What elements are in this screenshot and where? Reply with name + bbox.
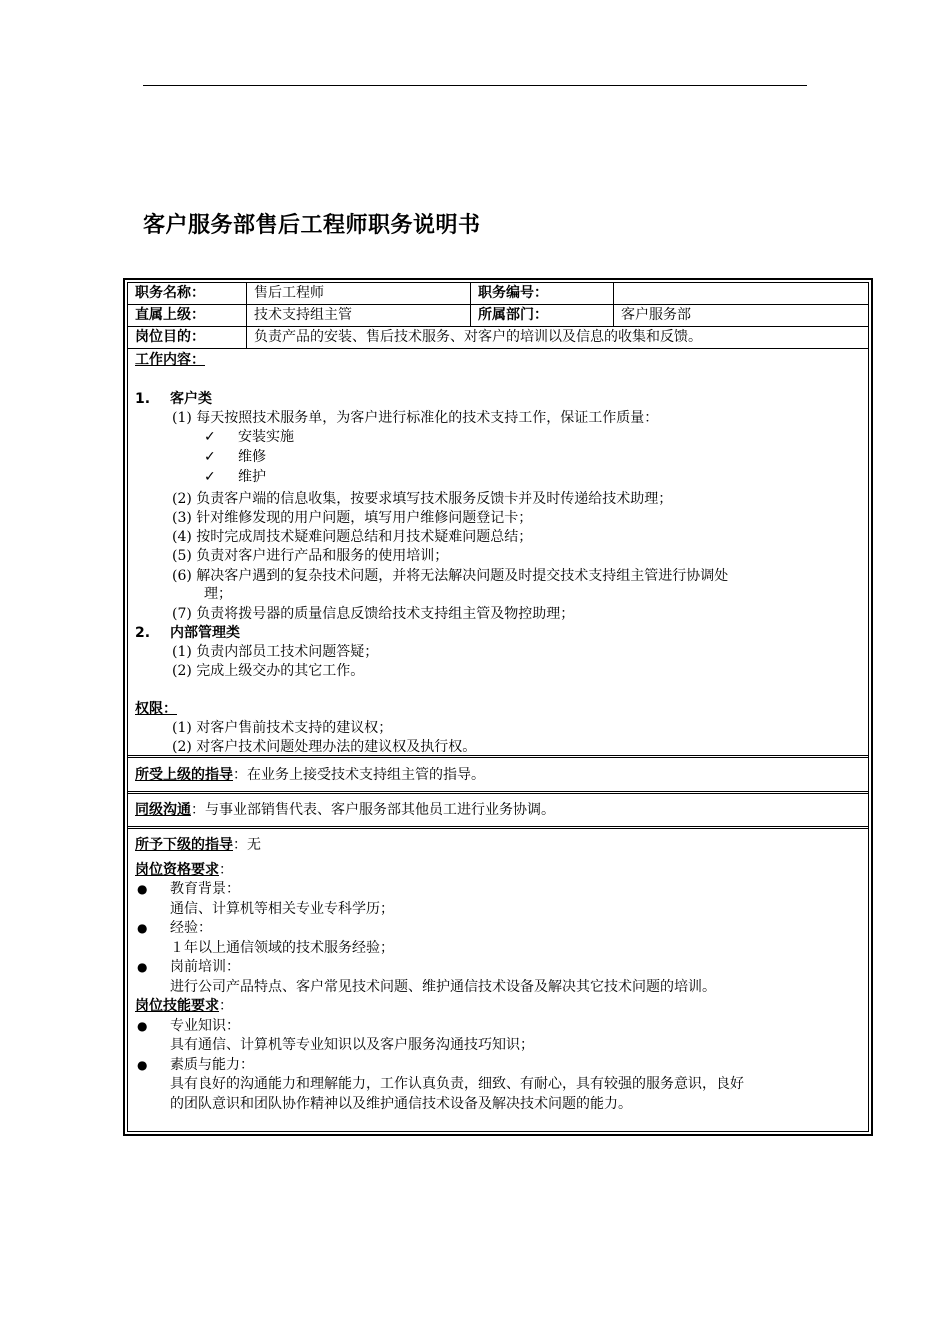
section-2-title: 内部管理类 xyxy=(170,625,240,641)
subordinate-text: ：无 xyxy=(233,837,261,853)
header-rule xyxy=(143,85,807,86)
qual-experience-detail: １年以上通信领域的技术服务经验； xyxy=(170,940,394,956)
qual-education-detail: 通信、计算机等相关专业专科学历； xyxy=(170,901,394,917)
qual-experience-label: 经验： xyxy=(170,920,212,936)
bullet-icon: ● xyxy=(137,1019,148,1033)
purpose-label: 岗位目的： xyxy=(135,329,205,345)
checkmark-icon: ✓ xyxy=(204,469,216,485)
qualification-heading: 岗位资格要求 xyxy=(135,862,219,878)
job-name-label: 职务名称： xyxy=(135,285,205,301)
guidance-text: ：在业务上接受技术支持组主管的指导。 xyxy=(233,767,485,783)
check-item-install: 安装实施 xyxy=(238,429,294,445)
work-heading: 工作内容： xyxy=(135,352,205,368)
authority-item-1: (1) 对客户售前技术支持的建议权； xyxy=(172,720,393,736)
department-label: 所属部门： xyxy=(478,307,548,323)
skill-knowledge-detail: 具有通信、计算机等专业知识以及客户服务沟通技巧知识； xyxy=(170,1037,534,1053)
skill-ability-label: 素质与能力： xyxy=(170,1057,254,1073)
purpose-value: 负责产品的安装、售后技术服务、对客户的培训以及信息的收集和反馈。 xyxy=(254,329,702,345)
s1-item-3: (3) 针对维修发现的用户问题，填写用户维修问题登记卡； xyxy=(172,510,533,526)
section-separator xyxy=(128,755,868,758)
s1-item-5: (5) 负责对客户进行产品和服务的使用培训； xyxy=(172,548,449,564)
row-supervisor xyxy=(128,305,868,327)
s1-item-4: (4) 按时完成周技术疑难问题总结和月技术疑难问题总结； xyxy=(172,529,533,545)
s1-item-6-cont: 理； xyxy=(204,586,232,602)
s2-item-2: (2) 完成上级交办的其它工作。 xyxy=(172,663,365,679)
checkmark-icon: ✓ xyxy=(204,429,216,445)
section-2-number: 2. xyxy=(135,625,151,641)
s2-item-1: (1) 负责内部员工技术问题答疑； xyxy=(172,644,379,660)
section-separator xyxy=(128,791,868,794)
s1-item-1: (1) 每天按照技术服务单，为客户进行标准化的技术支持工作，保证工作质量： xyxy=(172,410,659,426)
bullet-icon: ● xyxy=(137,1058,148,1072)
department-value: 客户服务部 xyxy=(621,307,691,323)
guidance-label: 所受上级的指导 xyxy=(135,767,233,783)
qual-training-detail: 进行公司产品特点、客户常见技术问题、维护通信技术设备及解决其它技术问题的培训。 xyxy=(170,979,716,995)
row-purpose xyxy=(128,327,868,349)
section-1-title: 客户类 xyxy=(170,391,212,407)
qual-training-label: 岗前培训： xyxy=(170,959,240,975)
job-name-value: 售后工程师 xyxy=(254,285,324,301)
qual-education-label: 教育背景： xyxy=(170,881,240,897)
bullet-icon: ● xyxy=(137,882,148,896)
bullet-icon: ● xyxy=(137,921,148,935)
authority-item-2: (2) 对客户技术问题处理办法的建议权及执行权。 xyxy=(172,739,477,755)
table-inner-border xyxy=(127,282,869,1132)
peer-text: ：与事业部销售代表、客户服务部其他员工进行业务协调。 xyxy=(191,802,555,818)
s1-item-2: (2) 负责客户端的信息收集，按要求填写技术服务反馈卡并及时传递给技术助理； xyxy=(172,491,673,507)
peer-label: 同级沟通 xyxy=(135,802,191,818)
document-title: 客户服务部售后工程师职务说明书 xyxy=(143,213,481,238)
section-separator xyxy=(128,826,868,829)
job-code-label: 职务编号： xyxy=(478,285,548,301)
skills-heading: 岗位技能要求 xyxy=(135,998,219,1014)
bullet-icon: ● xyxy=(137,960,148,974)
checkmark-icon: ✓ xyxy=(204,449,216,465)
qualification-colon: ： xyxy=(219,862,233,878)
section-1-number: 1. xyxy=(135,391,151,407)
check-item-repair: 维修 xyxy=(238,449,266,465)
s1-item-7: (7) 负责将拨号器的质量信息反馈给技术支持组主管及物控助理； xyxy=(172,606,575,622)
check-item-maintain: 维护 xyxy=(238,469,266,485)
skill-ability-detail-2: 的团队意识和团队协作精神以及维护通信技术设备及解决技术问题的能力。 xyxy=(170,1096,632,1112)
supervisor-value: 技术支持组主管 xyxy=(254,307,352,323)
job-description-table xyxy=(123,278,873,1136)
skill-knowledge-label: 专业知识： xyxy=(170,1018,240,1034)
supervisor-label: 直属上级： xyxy=(135,307,205,323)
row-job-name xyxy=(128,283,868,305)
skill-ability-detail-1: 具有良好的沟通能力和理解能力，工作认真负责，细致、有耐心，具有较强的服务意识，良好 xyxy=(170,1076,744,1092)
s1-item-6: (6) 解决客户遇到的复杂技术问题，并将无法解决问题及时提交技术支持组主管进行协调处 xyxy=(172,568,729,584)
authority-heading: 权限： xyxy=(135,701,177,717)
subordinate-label: 所予下级的指导 xyxy=(135,837,233,853)
skills-colon: ： xyxy=(219,998,233,1014)
job-code-value xyxy=(614,283,869,304)
